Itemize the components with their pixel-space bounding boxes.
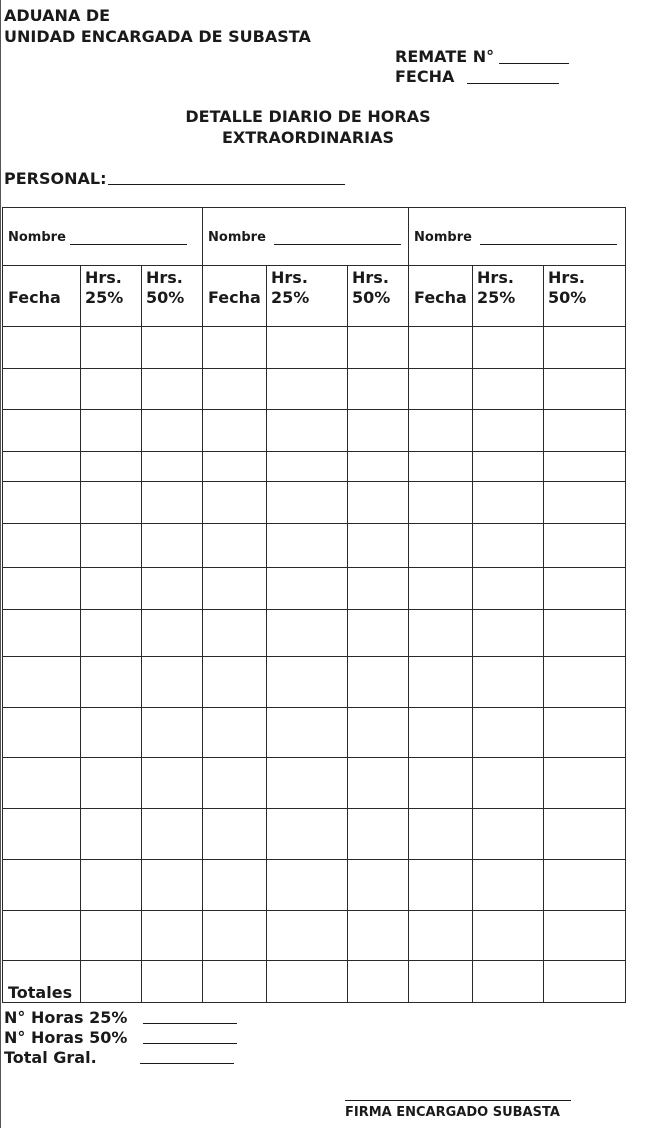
- table-cell[interactable]: [81, 758, 142, 809]
- fecha-header-1: Fecha: [8, 288, 61, 307]
- total-cell[interactable]: [81, 961, 142, 1003]
- table-cell[interactable]: [473, 568, 544, 610]
- table-cell[interactable]: [3, 568, 81, 610]
- table-cell[interactable]: [348, 369, 409, 410]
- hrs-header: Hrs.: [548, 268, 585, 287]
- hrs-header: Hrs.: [146, 268, 183, 287]
- fecha-field[interactable]: [467, 83, 559, 84]
- table-cell[interactable]: [203, 482, 267, 524]
- table-cell[interactable]: [267, 327, 348, 369]
- table-cell[interactable]: [203, 568, 267, 610]
- col-hrs50-2: [348, 266, 409, 327]
- table-cell[interactable]: [267, 568, 348, 610]
- fecha-header-3: Fecha: [414, 288, 467, 307]
- table-cell[interactable]: [409, 610, 473, 657]
- table-cell[interactable]: [142, 657, 203, 708]
- table-cell[interactable]: [3, 369, 81, 410]
- table-cell[interactable]: [81, 524, 142, 568]
- table-cell[interactable]: [473, 809, 544, 860]
- table-cell[interactable]: [203, 369, 267, 410]
- table-row: [3, 482, 626, 524]
- table-cell[interactable]: [473, 657, 544, 708]
- table-cell[interactable]: [348, 708, 409, 758]
- table-cell[interactable]: [81, 657, 142, 708]
- table-cell[interactable]: [142, 610, 203, 657]
- totals-row: [3, 961, 626, 1003]
- table-cell[interactable]: [142, 482, 203, 524]
- table-cell[interactable]: [3, 657, 81, 708]
- table-cell[interactable]: [203, 860, 267, 911]
- table-cell[interactable]: [81, 410, 142, 452]
- table-row: [3, 809, 626, 860]
- table-cell[interactable]: [348, 568, 409, 610]
- table-cell[interactable]: [267, 369, 348, 410]
- worker-1-name-label: Nombre: [8, 230, 66, 245]
- table-cell[interactable]: [473, 610, 544, 657]
- table-cell[interactable]: [81, 369, 142, 410]
- pct25-header: 25%: [271, 288, 310, 307]
- table-row: [3, 410, 626, 452]
- table-cell[interactable]: [409, 708, 473, 758]
- table-cell[interactable]: [544, 369, 626, 410]
- table-cell[interactable]: [473, 369, 544, 410]
- worker-2-name-cell[interactable]: [203, 208, 409, 266]
- table-cell[interactable]: [81, 911, 142, 961]
- table-cell[interactable]: [348, 860, 409, 911]
- table-cell[interactable]: [409, 369, 473, 410]
- col-fecha-3: [409, 266, 473, 327]
- table-cell[interactable]: [3, 758, 81, 809]
- table-cell[interactable]: [267, 708, 348, 758]
- horas50-field[interactable]: [143, 1043, 237, 1044]
- table-cell[interactable]: [409, 758, 473, 809]
- total-cell[interactable]: [348, 961, 409, 1003]
- table-cell[interactable]: [142, 568, 203, 610]
- total-cell[interactable]: [267, 961, 348, 1003]
- table-row: [3, 452, 626, 482]
- remate-label: REMATE N°: [395, 47, 495, 66]
- table-cell[interactable]: [409, 524, 473, 568]
- column-header-row: [3, 266, 626, 327]
- title-line-2: EXTRAORDINARIAS: [222, 128, 394, 147]
- total-gral-field[interactable]: [140, 1063, 234, 1064]
- table-cell[interactable]: [348, 524, 409, 568]
- table-row: [3, 911, 626, 961]
- table-cell[interactable]: [203, 610, 267, 657]
- table-cell[interactable]: [203, 911, 267, 961]
- table-cell[interactable]: [203, 809, 267, 860]
- table-cell[interactable]: [348, 809, 409, 860]
- table-cell[interactable]: [409, 860, 473, 911]
- total-cell[interactable]: [409, 961, 473, 1003]
- table-cell[interactable]: [473, 482, 544, 524]
- worker-3-name-line: [480, 244, 617, 245]
- table-cell[interactable]: [3, 860, 81, 911]
- table-cell[interactable]: [544, 708, 626, 758]
- table-cell[interactable]: [267, 657, 348, 708]
- total-gral-label: Total Gral.: [4, 1048, 97, 1067]
- pct50-header: 50%: [352, 288, 391, 307]
- total-cell[interactable]: [544, 961, 626, 1003]
- total-cell[interactable]: [203, 961, 267, 1003]
- table-cell[interactable]: [142, 911, 203, 961]
- remate-field[interactable]: [499, 63, 569, 64]
- table-cell[interactable]: [544, 860, 626, 911]
- worker-1-name-line: [70, 244, 187, 245]
- table-cell[interactable]: [473, 911, 544, 961]
- table-cell[interactable]: [348, 657, 409, 708]
- fecha-label: FECHA: [395, 67, 455, 86]
- table-cell[interactable]: [473, 758, 544, 809]
- hrs-header: Hrs.: [477, 268, 514, 287]
- table-cell[interactable]: [3, 410, 81, 452]
- table-cell[interactable]: [81, 482, 142, 524]
- col-fecha-1: [3, 266, 81, 327]
- table-cell[interactable]: [142, 758, 203, 809]
- worker-3-name-cell[interactable]: [409, 208, 626, 266]
- pct25-header: 25%: [477, 288, 516, 307]
- table-cell[interactable]: [348, 610, 409, 657]
- table-row: [3, 610, 626, 657]
- table-cell[interactable]: [142, 860, 203, 911]
- table-cell[interactable]: [267, 860, 348, 911]
- table-cell[interactable]: [544, 452, 626, 482]
- data-rows: [3, 327, 626, 961]
- worker-3-name-label: Nombre: [414, 230, 472, 245]
- table-cell[interactable]: [409, 327, 473, 369]
- page-left-border: [0, 0, 1, 1128]
- total-cell[interactable]: [142, 961, 203, 1003]
- hrs-header: Hrs.: [85, 268, 122, 287]
- table-cell[interactable]: [267, 809, 348, 860]
- table-cell[interactable]: [409, 911, 473, 961]
- personal-field[interactable]: [108, 184, 345, 185]
- table-cell[interactable]: [544, 568, 626, 610]
- signature-line[interactable]: [345, 1100, 571, 1101]
- table-cell[interactable]: [544, 610, 626, 657]
- worker-2-name-line: [274, 244, 401, 245]
- table-cell[interactable]: [142, 524, 203, 568]
- table-cell[interactable]: [409, 657, 473, 708]
- table-cell[interactable]: [267, 524, 348, 568]
- table-cell[interactable]: [544, 809, 626, 860]
- fecha-header-2: Fecha: [208, 288, 261, 307]
- totals-label-cell: [3, 961, 81, 1003]
- table-cell[interactable]: [142, 452, 203, 482]
- title-line-1: DETALLE DIARIO DE HORAS: [185, 107, 431, 126]
- col-hrs50-3: [544, 266, 626, 327]
- table-cell[interactable]: [348, 410, 409, 452]
- table-cell[interactable]: [81, 809, 142, 860]
- table-cell[interactable]: [81, 452, 142, 482]
- table-cell[interactable]: [3, 708, 81, 758]
- table-row: [3, 524, 626, 568]
- personal-label: PERSONAL:: [4, 169, 107, 188]
- pct50-header: 50%: [146, 288, 185, 307]
- table-cell[interactable]: [544, 410, 626, 452]
- table-cell[interactable]: [3, 809, 81, 860]
- table-cell[interactable]: [348, 327, 409, 369]
- table-cell[interactable]: [473, 524, 544, 568]
- table-cell[interactable]: [473, 860, 544, 911]
- table-cell[interactable]: [3, 452, 81, 482]
- hrs-header: Hrs.: [352, 268, 389, 287]
- header-line-1: ADUANA DE: [4, 6, 111, 25]
- table-cell[interactable]: [544, 327, 626, 369]
- table-cell[interactable]: [81, 327, 142, 369]
- table-cell[interactable]: [267, 911, 348, 961]
- pct25-header: 25%: [85, 288, 124, 307]
- table-cell[interactable]: [3, 327, 81, 369]
- table-cell[interactable]: [544, 911, 626, 961]
- table-cell[interactable]: [142, 369, 203, 410]
- table-cell[interactable]: [473, 452, 544, 482]
- table-cell[interactable]: [81, 568, 142, 610]
- table-cell[interactable]: [3, 524, 81, 568]
- table-row: [3, 657, 626, 708]
- hrs-header: Hrs.: [271, 268, 308, 287]
- table-cell[interactable]: [409, 482, 473, 524]
- signature-label: FIRMA ENCARGADO SUBASTA: [345, 1105, 560, 1120]
- table-cell[interactable]: [544, 482, 626, 524]
- table-cell[interactable]: [142, 809, 203, 860]
- table-cell[interactable]: [3, 482, 81, 524]
- table-cell[interactable]: [409, 809, 473, 860]
- table-cell[interactable]: [473, 708, 544, 758]
- col-hrs25-1: [81, 266, 142, 327]
- table-cell[interactable]: [203, 327, 267, 369]
- table-cell[interactable]: [81, 708, 142, 758]
- table-cell[interactable]: [544, 758, 626, 809]
- table-cell[interactable]: [348, 911, 409, 961]
- table-row: [3, 568, 626, 610]
- table-cell[interactable]: [267, 452, 348, 482]
- table-cell[interactable]: [348, 758, 409, 809]
- table-cell[interactable]: [544, 657, 626, 708]
- table-cell[interactable]: [267, 610, 348, 657]
- table-cell[interactable]: [3, 911, 81, 961]
- table-cell[interactable]: [267, 758, 348, 809]
- horas25-field[interactable]: [143, 1023, 237, 1024]
- table-cell[interactable]: [409, 568, 473, 610]
- table-cell[interactable]: [473, 410, 544, 452]
- table-cell[interactable]: [409, 452, 473, 482]
- table-row: [3, 758, 626, 809]
- table-cell[interactable]: [409, 410, 473, 452]
- table-cell[interactable]: [81, 860, 142, 911]
- table-cell[interactable]: [348, 452, 409, 482]
- horas25-label: N° Horas 25%: [4, 1008, 128, 1027]
- header-line-2: UNIDAD ENCARGADA DE SUBASTA: [4, 27, 311, 46]
- table-row: [3, 369, 626, 410]
- table-cell[interactable]: [203, 410, 267, 452]
- worker-1-name-cell[interactable]: [3, 208, 203, 266]
- table-row: [3, 860, 626, 911]
- table-cell[interactable]: [473, 327, 544, 369]
- horas50-label: N° Horas 50%: [4, 1028, 128, 1047]
- table-cell[interactable]: [203, 657, 267, 708]
- col-hrs50-1: [142, 266, 203, 327]
- table-row: [3, 708, 626, 758]
- table-cell[interactable]: [267, 410, 348, 452]
- col-hrs25-3: [473, 266, 544, 327]
- table-cell[interactable]: [267, 482, 348, 524]
- table-cell[interactable]: [544, 524, 626, 568]
- table-row: [3, 327, 626, 369]
- table-cell[interactable]: [203, 708, 267, 758]
- total-cell[interactable]: [473, 961, 544, 1003]
- worker-2-name-label: Nombre: [208, 230, 266, 245]
- table-cell[interactable]: [203, 452, 267, 482]
- col-hrs25-2: [267, 266, 348, 327]
- hours-table: [2, 207, 626, 1003]
- table-cell[interactable]: [203, 758, 267, 809]
- table-cell[interactable]: [81, 610, 142, 657]
- col-fecha-2: [203, 266, 267, 327]
- table-cell[interactable]: [3, 610, 81, 657]
- name-row: [3, 208, 626, 266]
- table-cell[interactable]: [203, 524, 267, 568]
- table-cell[interactable]: [348, 482, 409, 524]
- totales-label: Totales: [8, 983, 73, 1002]
- table-cell[interactable]: [142, 708, 203, 758]
- pct50-header: 50%: [548, 288, 587, 307]
- table-cell[interactable]: [142, 410, 203, 452]
- table-cell[interactable]: [142, 327, 203, 369]
